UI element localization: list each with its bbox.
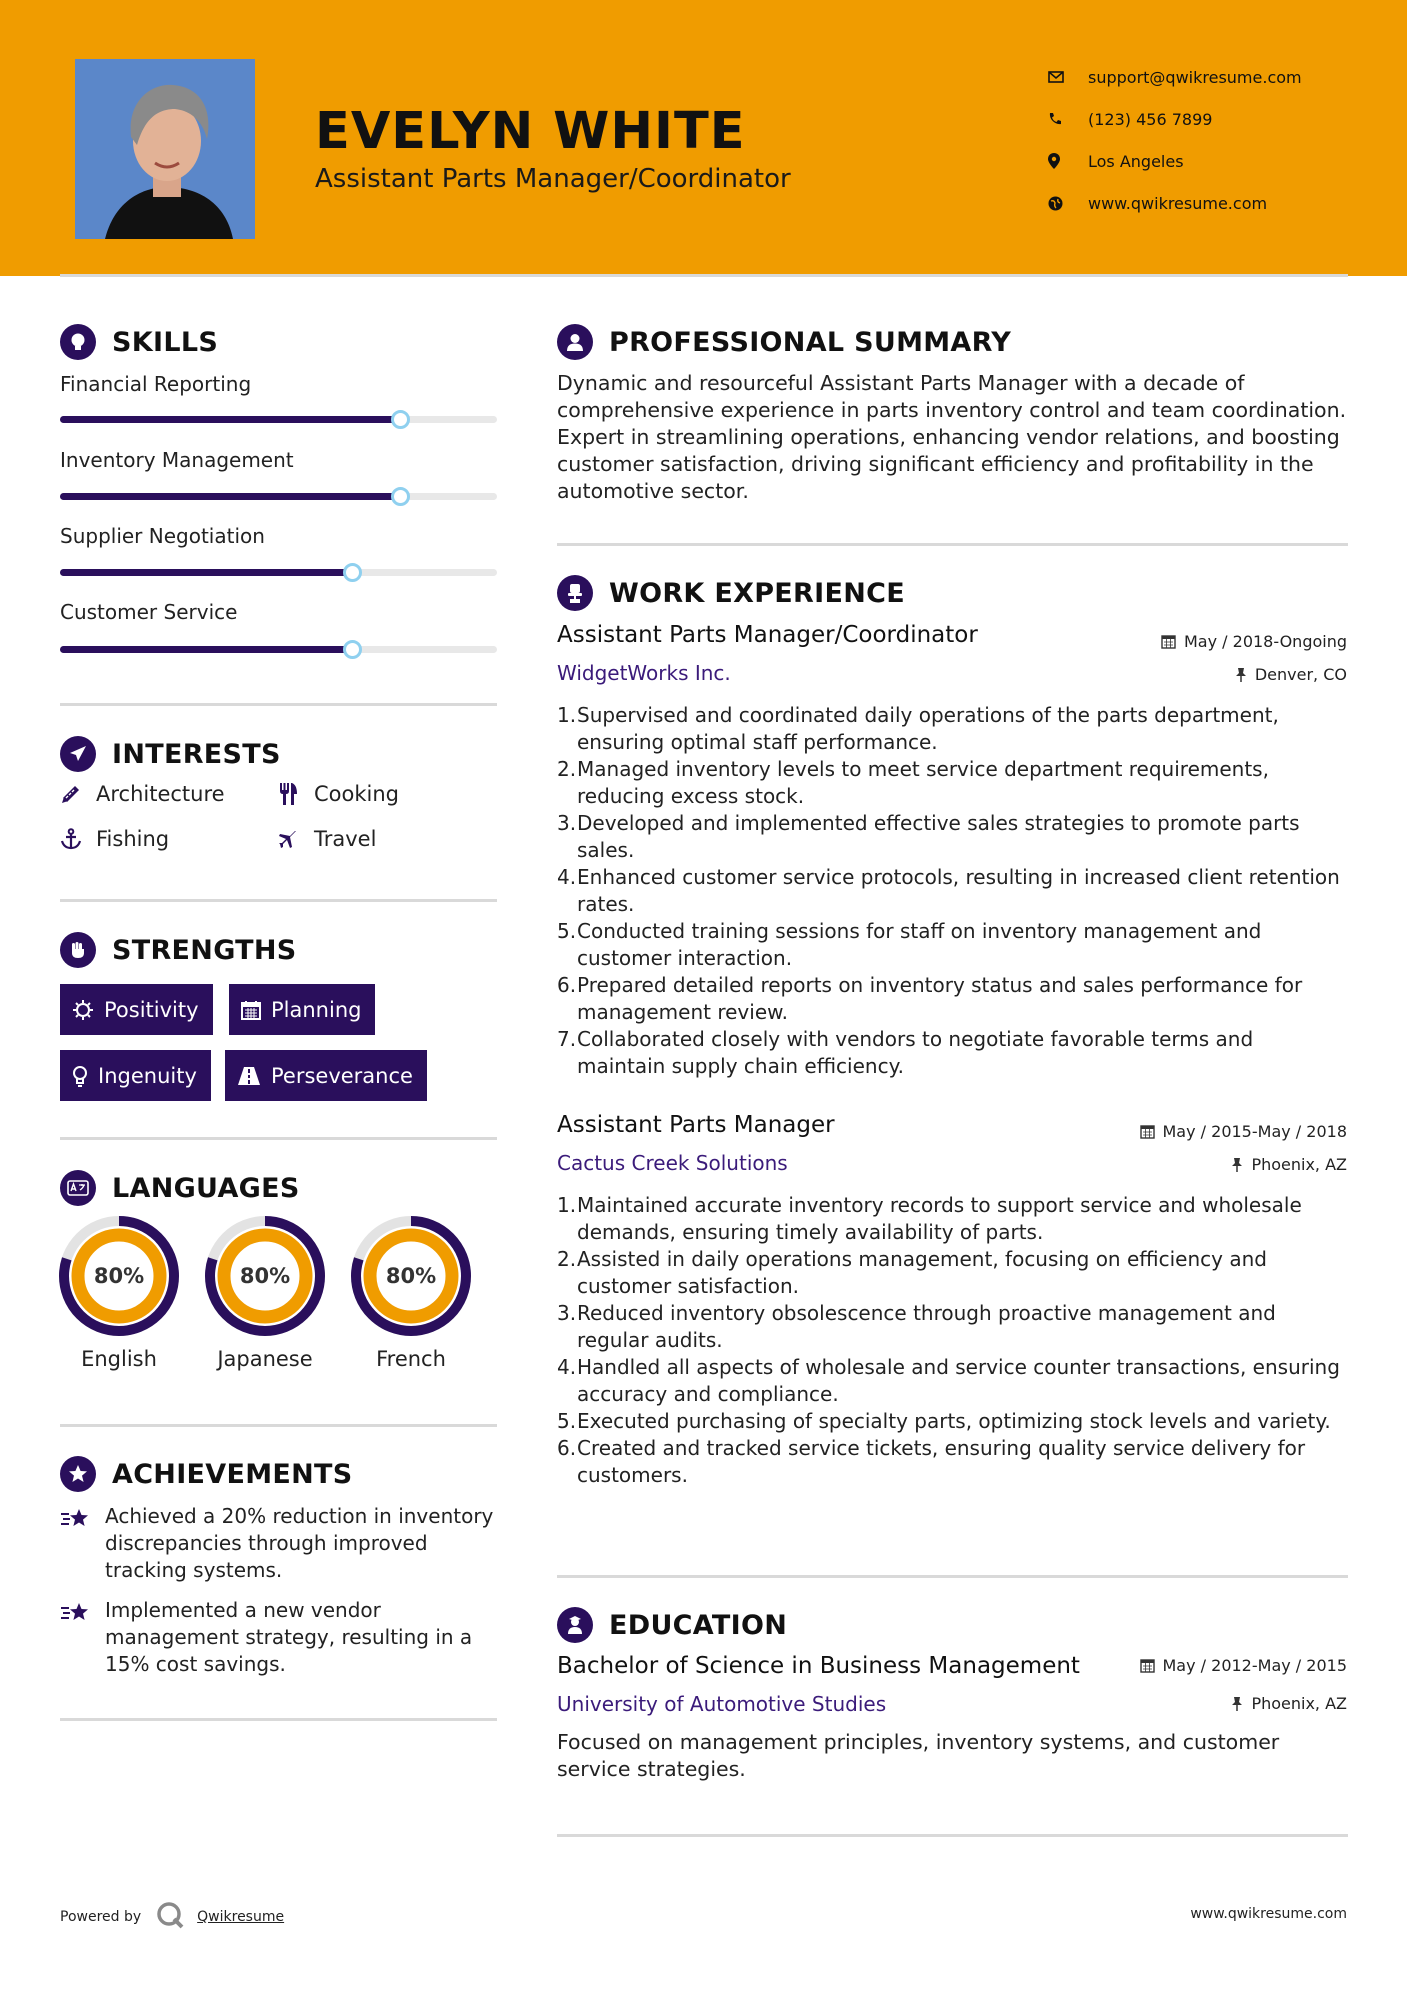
- skill-label: Financial Reporting: [60, 372, 252, 396]
- interests-heading: INTERESTS: [60, 736, 281, 772]
- calendar-icon: [1140, 1658, 1155, 1673]
- list-item: 5. Conducted training sessions for staff on inventory management and customer interaction.: [557, 919, 1262, 970]
- skill-bar: [60, 646, 497, 653]
- skill-label: Customer Service: [60, 600, 238, 624]
- road-icon: [237, 1066, 261, 1086]
- strength-chip: Perseverance: [225, 1050, 427, 1101]
- interest-item: Fishing: [60, 827, 169, 851]
- qwikresume-logo-icon: [155, 1900, 185, 1934]
- calendar-icon: [1140, 1124, 1155, 1139]
- lightbulb-icon: [60, 324, 96, 360]
- language-percent: 80%: [239, 1264, 291, 1288]
- job-location: Phoenix, AZ: [1231, 1155, 1347, 1174]
- education-heading: EDUCATION: [557, 1607, 787, 1643]
- list-item: 7. Collaborated closely with vendors to negotiate favorable terms and maintain supply chain efficiency.: [557, 1027, 1254, 1078]
- language-item: [58, 1215, 180, 1371]
- list-item: 2. Assisted in daily operations management, focusing on efficiency and customer satisfaction.: [557, 1247, 1267, 1298]
- skill-bar-knob: [343, 563, 362, 582]
- fork-knife-icon: [278, 782, 314, 806]
- ruler-pencil-icon: [60, 783, 96, 805]
- degree-title: Bachelor of Science in Business Management: [557, 1653, 1080, 1679]
- job-location: Denver, CO: [1235, 665, 1347, 684]
- map-pin-icon: [1048, 153, 1088, 169]
- fist-icon: [60, 932, 96, 968]
- education-dates: May / 2012-May / 2015: [1140, 1656, 1348, 1675]
- list-item: 1. Maintained accurate inventory records to support service and wholesale demands, ensuring timely availability of parts.: [557, 1193, 1302, 1244]
- education-description: Focused on management principles, inventory systems, and customer service strategies.: [557, 1730, 1280, 1781]
- footer-powered-by: Powered by Qwikresume: [60, 1900, 284, 1934]
- globe-icon: [1048, 196, 1088, 211]
- skill-bar-fill: [60, 569, 353, 576]
- paper-plane-icon: [60, 736, 96, 772]
- section-divider: [557, 1834, 1348, 1837]
- job-dates: May / 2015-May / 2018: [1140, 1122, 1348, 1141]
- user-icon: [557, 324, 593, 360]
- list-item: 6. Created and tracked service tickets, ensuring quality service delivery for customers.: [557, 1436, 1306, 1487]
- language-name: Japanese: [217, 1347, 313, 1371]
- candidate-title: Assistant Parts Manager/Coordinator: [315, 164, 791, 194]
- interest-item: Architecture: [60, 782, 225, 806]
- pushpin-icon: [1231, 1696, 1243, 1711]
- profile-photo: [75, 59, 255, 239]
- section-divider: [60, 1718, 497, 1721]
- strength-chip: Planning: [229, 984, 375, 1035]
- language-item: [350, 1215, 472, 1371]
- strength-chip: Ingenuity: [60, 1050, 211, 1101]
- strengths-heading: STRENGTHS: [60, 932, 297, 968]
- skill-label: Supplier Negotiation: [60, 524, 265, 548]
- translate-icon: [60, 1170, 96, 1206]
- strength-chip: Positivity: [60, 984, 213, 1035]
- skill-label: Inventory Management: [60, 448, 294, 472]
- section-divider: [60, 703, 497, 706]
- list-item: 4. Handled all aspects of wholesale and service counter transactions, ensuring accuracy and compliance.: [557, 1355, 1340, 1406]
- office-chair-icon: [557, 575, 593, 611]
- school-name: University of Automotive Studies: [557, 1692, 887, 1716]
- language-name: English: [81, 1347, 157, 1371]
- section-divider: [60, 1137, 497, 1140]
- skill-bar-knob: [391, 487, 410, 506]
- languages-heading: LANGUAGES: [60, 1170, 300, 1206]
- section-divider: [557, 543, 1348, 546]
- education-location: Phoenix, AZ: [1231, 1694, 1347, 1713]
- contact-email[interactable]: support@qwikresume.com: [1048, 56, 1302, 98]
- list-item: 4. Enhanced customer service protocols, resulting in increased client retention rates.: [557, 865, 1340, 916]
- summary-heading: PROFESSIONAL SUMMARY: [557, 324, 1011, 360]
- list-item: 5. Executed purchasing of specialty parts, optimizing stock levels and variety.: [557, 1409, 1331, 1433]
- envelope-icon: [1048, 71, 1088, 83]
- skills-heading: SKILLS: [60, 324, 218, 360]
- contact-list: [1048, 56, 1302, 224]
- language-percent: 80%: [385, 1264, 437, 1288]
- list-item: 1. Supervised and coordinated daily operations of the parts department, ensuring optimal staff performance.: [557, 703, 1279, 754]
- section-divider: [60, 1424, 497, 1427]
- skill-bar: [60, 493, 497, 500]
- experience-heading: WORK EXPERIENCE: [557, 575, 905, 611]
- job-company: Cactus Creek Solutions: [557, 1151, 788, 1175]
- interest-item: Cooking: [278, 782, 399, 806]
- footer-website-link[interactable]: www.qwikresume.com: [1190, 1906, 1347, 1922]
- star-badge-icon: [60, 1456, 96, 1492]
- job-bullets: [557, 1192, 1347, 1489]
- job-title: Assistant Parts Manager: [557, 1112, 835, 1138]
- calendar-icon: [1161, 634, 1176, 649]
- summary-text: Dynamic and resourceful Assistant Parts Manager with a decade of comprehensive experience in parts inventory control and team coordination. Expert in streamlining operations, enhancing vendor relations, and boosting customer satisfaction, driving significant efficiency and profitability in the automotive sector.: [557, 371, 1347, 503]
- job-dates: May / 2018-Ongoing: [1161, 632, 1347, 651]
- candidate-name: EVELYN WHITE: [315, 102, 746, 161]
- list-item: 3. Developed and implemented effective sales strategies to promote parts sales.: [557, 811, 1300, 862]
- shooting-star-icon: [60, 1503, 105, 1584]
- graduate-icon: [557, 1607, 593, 1643]
- plane-icon: [278, 829, 314, 849]
- contact-phone[interactable]: (123) 456 7899: [1048, 98, 1302, 140]
- achievements-heading: ACHIEVEMENTS: [60, 1456, 353, 1492]
- job-bullets: [557, 702, 1347, 1080]
- qwikresume-link[interactable]: Qwikresume: [197, 1909, 285, 1925]
- pushpin-icon: [1235, 667, 1247, 682]
- skill-bar-fill: [60, 646, 353, 653]
- anchor-icon: [60, 828, 96, 850]
- language-percent: 80%: [93, 1264, 145, 1288]
- achievement-item: Achieved a 20% reduction in inventory discrepancies through improved tracking systems.: [60, 1503, 500, 1584]
- skill-bar: [60, 416, 497, 423]
- language-item: [204, 1215, 326, 1371]
- lightbulb-icon: [72, 1065, 88, 1087]
- sun-icon: [72, 999, 94, 1021]
- list-item: 2. Managed inventory levels to meet service department requirements, reducing excess stock.: [557, 757, 1269, 808]
- section-divider: [60, 899, 497, 902]
- job-title: Assistant Parts Manager/Coordinator: [557, 622, 978, 648]
- skill-bar-knob: [391, 410, 410, 429]
- pushpin-icon: [1231, 1157, 1243, 1172]
- skill-bar-knob: [343, 640, 362, 659]
- interest-item: Travel: [278, 827, 376, 851]
- achievement-item: Implemented a new vendor management strategy, resulting in a 15% cost savings.: [60, 1597, 500, 1678]
- header-divider: [60, 274, 1348, 277]
- calendar-icon: [241, 1000, 261, 1020]
- language-name: French: [376, 1347, 446, 1371]
- list-item: 6. Prepared detailed reports on inventory status and sales performance for management review.: [557, 973, 1303, 1024]
- skill-bar-fill: [60, 493, 401, 500]
- skill-bar-fill: [60, 416, 401, 423]
- contact-website[interactable]: www.qwikresume.com: [1048, 182, 1302, 224]
- section-divider: [557, 1575, 1348, 1578]
- contact-location: Los Angeles: [1048, 140, 1302, 182]
- job-company: WidgetWorks Inc.: [557, 661, 731, 685]
- shooting-star-icon: [60, 1597, 105, 1678]
- skill-bar: [60, 569, 497, 576]
- list-item: 3. Reduced inventory obsolescence through proactive management and regular audits.: [557, 1301, 1276, 1352]
- phone-icon: [1048, 112, 1088, 126]
